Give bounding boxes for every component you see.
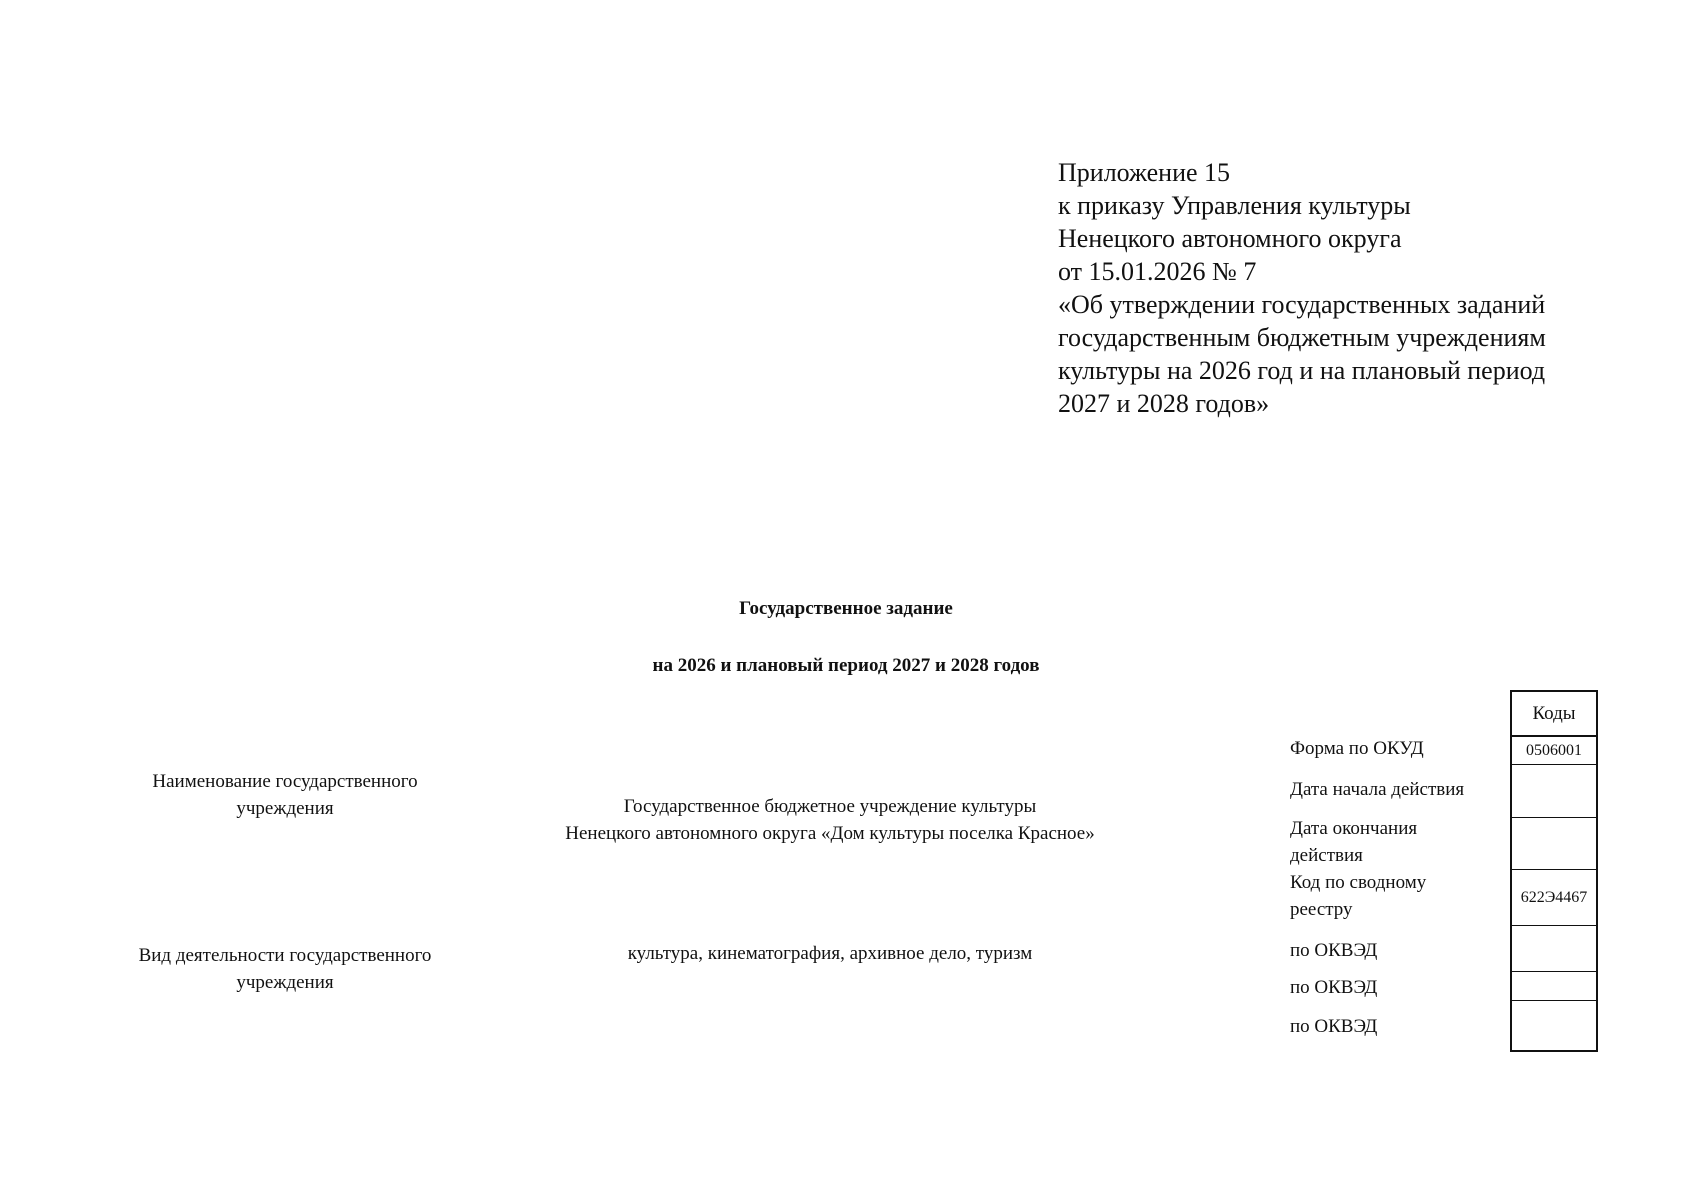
okud-code-cell: 0506001 xyxy=(1512,737,1596,765)
appendix-block xyxy=(1058,156,1546,420)
appendix-line: культуры на 2026 год и на плановый период xyxy=(1058,356,1546,385)
start-date-cell xyxy=(1512,765,1596,818)
start-date-label xyxy=(1290,776,1464,803)
institution-name-value-line: Ненецкого автономного округа «Дом культуры поселка Красное» xyxy=(565,823,1095,844)
code-row-label-line: Код по сводному xyxy=(1290,872,1427,893)
code-row-label-line: по ОКВЭД xyxy=(1290,1016,1378,1037)
okud-label xyxy=(1290,735,1424,762)
institution-name-value xyxy=(520,793,1140,847)
code-row-label-line: Дата окончания xyxy=(1290,818,1418,839)
registry-code-label xyxy=(1290,869,1426,923)
end-date-cell xyxy=(1512,818,1596,870)
okved-label xyxy=(1290,974,1377,1001)
activity-label-line: Вид деятельности государственного xyxy=(138,945,432,966)
institution-name-value-line: Государственное бюджетное учреждение культуры xyxy=(623,796,1037,817)
institution-name-label-line: учреждения xyxy=(236,798,334,819)
code-row-label-line: реестру xyxy=(1290,899,1353,920)
code-row-label-line: Форма по ОКУД xyxy=(1290,738,1424,759)
appendix-line: «Об утверждении государственных заданий xyxy=(1058,290,1546,319)
okved-label xyxy=(1290,1013,1377,1040)
code-row-label-line: Дата начала действия xyxy=(1290,779,1465,800)
activity-label xyxy=(100,942,470,996)
appendix-line: Приложение 15 xyxy=(1058,158,1231,187)
document-title: Государственное задание xyxy=(739,598,953,619)
okved-label xyxy=(1290,937,1377,964)
registry-code-cell: 622Э4467 xyxy=(1512,870,1596,926)
codes-box xyxy=(1510,690,1598,1052)
code-row-label-line: по ОКВЭД xyxy=(1290,940,1378,961)
document-subtitle: на 2026 и плановый период 2027 и 2028 годов xyxy=(652,655,1040,676)
appendix-line: государственным бюджетным учреждениям xyxy=(1058,323,1546,352)
appendix-line: от 15.01.2026 № 7 xyxy=(1058,257,1257,286)
okved-code-cell xyxy=(1512,1001,1596,1050)
institution-name-label xyxy=(110,768,460,822)
institution-name-label-line: Наименование государственного xyxy=(152,771,418,792)
codes-header: Коды xyxy=(1512,692,1596,737)
code-row-label-line: по ОКВЭД xyxy=(1290,977,1378,998)
code-row-label-line: действия xyxy=(1290,845,1363,866)
end-date-label xyxy=(1290,815,1417,869)
activity-value: культура, кинематография, архивное дело, туризм xyxy=(627,943,1033,964)
activity-label-line: учреждения xyxy=(236,972,334,993)
appendix-line: к приказу Управления культуры xyxy=(1058,191,1411,220)
appendix-line: Ненецкого автономного округа xyxy=(1058,224,1402,253)
okved-code-cell xyxy=(1512,926,1596,972)
okved-code-cell xyxy=(1512,972,1596,1001)
appendix-line: 2027 и 2028 годов» xyxy=(1058,389,1270,418)
